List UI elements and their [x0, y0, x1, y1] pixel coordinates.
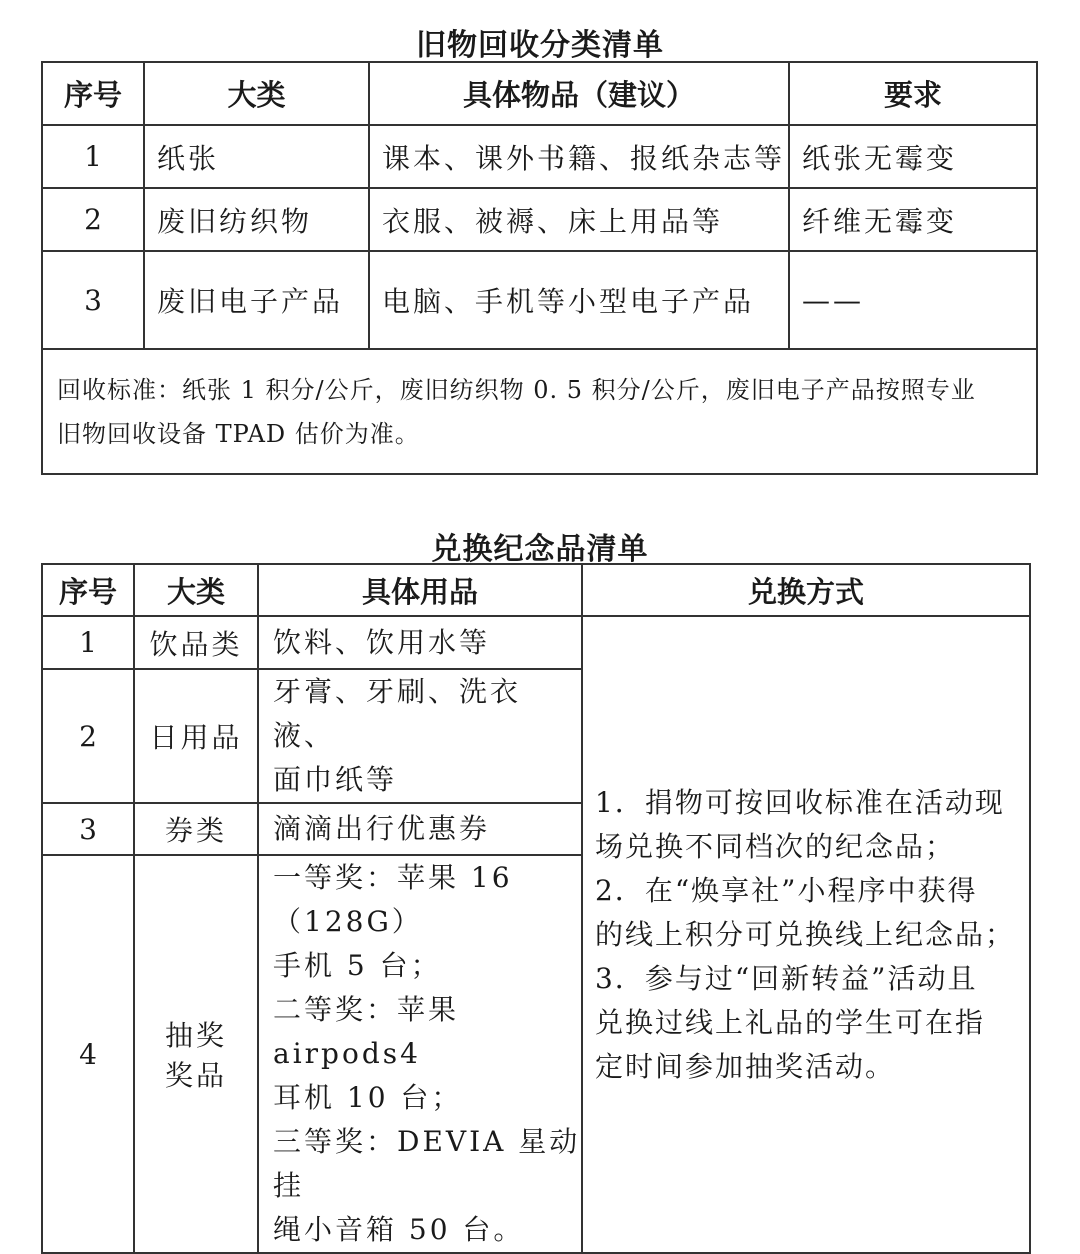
- note-line: 旧物回收设备 TPAD 估价为准。: [57, 419, 420, 448]
- row-category: 废旧电子产品: [144, 251, 369, 349]
- header-items: 具体物品（建议）: [369, 62, 789, 125]
- item-line: 一等奖：苹果 16（128G）: [273, 861, 513, 938]
- row-items: [258, 803, 582, 855]
- row-no: 1: [42, 125, 144, 188]
- item-line: 绳小音箱 50 台。: [273, 1213, 525, 1246]
- method-line: 兑换过线上礼品的学生可在指: [595, 1005, 986, 1039]
- row-requirement: ——: [789, 251, 1037, 349]
- table-row: [42, 125, 1037, 188]
- row-no: 2: [42, 188, 144, 251]
- method-line: 1．捐物可按回收标准在活动现: [595, 785, 1005, 819]
- table-row: [42, 251, 1037, 349]
- item-line: 耳机 10 台；: [273, 1081, 463, 1114]
- exchange-method: [582, 616, 1030, 1253]
- method-line: 2．在“焕享社”小程序中获得: [595, 873, 978, 907]
- header-category: 大类: [144, 62, 369, 125]
- header-items: 具体用品: [258, 564, 582, 616]
- row-no: 2: [42, 669, 134, 803]
- row-category: 券类: [134, 803, 258, 855]
- row-no: 1: [42, 616, 134, 669]
- method-line: 场兑换不同档次的纪念品；: [595, 829, 956, 863]
- row-no: 4: [42, 855, 134, 1253]
- row-category: 纸张: [144, 125, 369, 188]
- note-row: [42, 349, 1037, 474]
- row-items: 课本、课外书籍、报纸杂志等: [369, 125, 789, 188]
- souvenir-table: [41, 563, 1031, 1254]
- category-line: 抽奖: [164, 1019, 227, 1052]
- row-category: 废旧纺织物: [144, 188, 369, 251]
- item-line: 滴滴出行优惠券: [273, 812, 491, 845]
- row-category: 饮品类: [134, 616, 258, 669]
- recycling-table: [41, 61, 1038, 475]
- header-requirement: 要求: [789, 62, 1037, 125]
- table-header-row: [42, 564, 1030, 616]
- header-no: 序号: [42, 564, 134, 616]
- table1-title: 旧物回收分类清单: [416, 28, 664, 63]
- note-line: 回收标准：纸张 1 积分/公斤，废旧纺织物 0. 5 积分/公斤，废旧电子产品按照专业: [57, 375, 976, 404]
- header-method: 兑换方式: [582, 564, 1030, 616]
- item-line: 饮料、饮用水等: [273, 625, 491, 659]
- row-requirement: 纤维无霉变: [789, 188, 1037, 251]
- item-line: 二等奖：苹果 airpods4: [273, 993, 460, 1070]
- header-category: 大类: [134, 564, 258, 616]
- row-category: 日用品: [134, 669, 258, 803]
- row-no: 3: [42, 251, 144, 349]
- item-line: 牙膏、牙刷、洗衣液、: [273, 675, 522, 752]
- table-header-row: [42, 62, 1037, 125]
- row-items: 衣服、被褥、床上用品等: [369, 188, 789, 251]
- method-line: 3．参与过“回新转益”活动且: [595, 961, 978, 995]
- row-items: [258, 616, 582, 669]
- method-line: 定时间参加抽奖活动。: [595, 1049, 896, 1083]
- header-no: 序号: [42, 62, 144, 125]
- recycling-standard-note: [42, 349, 1037, 474]
- row-items: 电脑、手机等小型电子产品: [369, 251, 789, 349]
- table2-title: 兑换纪念品清单: [431, 532, 649, 567]
- table-row: [42, 188, 1037, 251]
- row-items: [258, 855, 582, 1253]
- table-row: [42, 616, 1030, 669]
- row-category: [134, 855, 258, 1253]
- item-line: 三等奖：DEVIA 星动挂: [273, 1125, 581, 1202]
- item-line: 手机 5 台；: [273, 949, 442, 982]
- item-line: 面巾纸等: [273, 763, 398, 796]
- row-no: 3: [42, 803, 134, 855]
- category-line: 奖品: [164, 1059, 227, 1092]
- row-items: [258, 669, 582, 803]
- method-line: 的线上积分可兑换线上纪念品；: [595, 917, 1016, 951]
- row-requirement: 纸张无霉变: [789, 125, 1037, 188]
